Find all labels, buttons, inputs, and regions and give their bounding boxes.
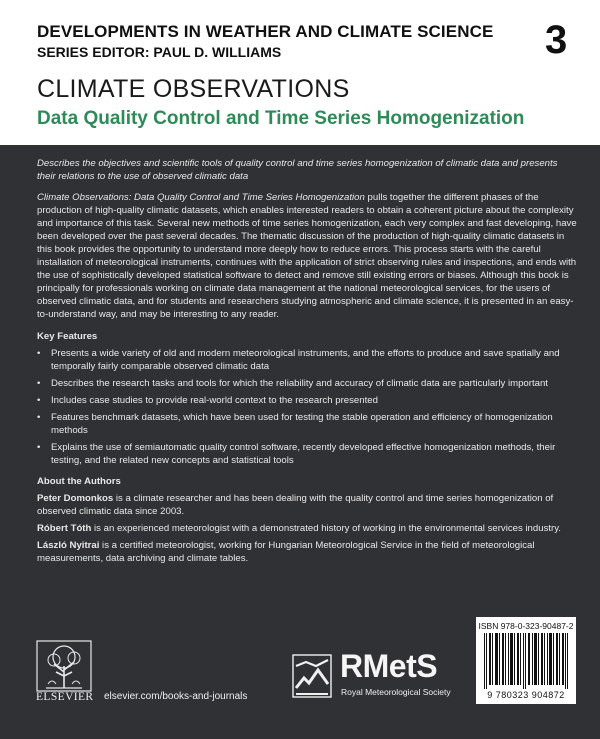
feature-text: Presents a wide variety of old and modern meteorological instruments, and the efforts to produce and save spatially and temporally fairly comparable observed climatic data	[51, 348, 560, 372]
feature-text: Explains the use of semiautomatic quality control software, recently developed effective homogenization methods, their testing, and the related new concepts and statistical tools	[51, 442, 556, 466]
bullet: •	[37, 378, 41, 389]
author-name: Peter Domonkos	[37, 493, 114, 504]
feature-text: Includes case studies to provide real-world context to the research presented	[51, 395, 378, 406]
series-editor: SERIES EDITOR: PAUL D. WILLIAMS	[37, 44, 282, 60]
description-paragraph	[37, 191, 577, 321]
key-features-list	[37, 347, 577, 467]
society-full-name: Royal Meteorological Society	[341, 687, 451, 697]
feature-text: Describes the research tasks and tools for which the reliability and accuracy of climatic data are particularly important	[51, 378, 548, 389]
volume-number: 3	[545, 18, 568, 62]
list-item	[37, 347, 577, 373]
author-bio: is a certified meteorologist, working for Hungarian Meteorological Service in the field of meteorological measurements, data archiving and climate tables.	[37, 540, 535, 564]
publisher-name: ELSEVIER	[36, 691, 94, 703]
barcode-icon	[482, 633, 570, 689]
bullet: •	[37, 442, 41, 453]
publisher-url: elsevier.com/books-and-journals	[104, 691, 248, 702]
author-name: László Nyitrai	[37, 540, 100, 551]
list-item	[37, 441, 577, 467]
book-subtitle: Data Quality Control and Time Series Homogenization	[37, 108, 525, 129]
about-authors-heading: About the Authors	[37, 476, 121, 487]
list-item	[37, 411, 577, 437]
rmets-cloud-logo-icon	[292, 654, 332, 698]
description-text: pulls together the different phases of the production of high-quality climatic datasets, which enables interested readers to obtain a coherent picture about the complexity and importance of this task. Several new methods of time series homogenization, each very complex and fast developing, have been developed over the past several decades. The thematic discussion of the production of high-quality climatic datasets in this book provides the opportunity to understand more deeply how to reduce errors. This process starts with the careful installation of meteorological instruments, continues with the application of strict observing rules and inspections, and ends with the use of sophistically developed statistical software to detect and remove still existing errors or biases. Although this book is principally for professionals working on climate data management at the national meteorological services, for the users of observed climatic data, and for students and researchers studying atmospheric and climate science, it is presented in an easy-to-understand way, and may be interesting to any reader.	[37, 192, 577, 320]
society-short-name: RMetS	[340, 648, 438, 684]
list-item	[37, 377, 577, 390]
key-features-heading: Key Features	[37, 331, 98, 342]
barcode-digits: 9 780323 904872	[487, 690, 565, 700]
bullet: •	[37, 412, 41, 423]
isbn-number: ISBN 978-0-323-90487-2	[478, 621, 574, 631]
elsevier-tree-logo-icon	[36, 640, 92, 692]
bullet: •	[37, 348, 41, 359]
lead-paragraph: Describes the objectives and scientific tools of quality control and time series homogenization of climatic data and presents their relations to the use of observed climatic data	[37, 158, 558, 182]
cover-header	[0, 0, 600, 145]
author-entry	[37, 522, 577, 535]
bullet: •	[37, 395, 41, 406]
isbn-barcode	[476, 617, 576, 704]
author-bio: is an experienced meteorologist with a demonstrated history of working in the environmental services industry.	[91, 523, 561, 534]
author-name: Róbert Tóth	[37, 523, 92, 534]
back-cover-text	[37, 157, 577, 569]
description-book-title: Climate Observations: Data Quality Control and Time Series Homogenization	[37, 192, 365, 203]
author-entry	[37, 492, 577, 518]
series-title: DEVELOPMENTS IN WEATHER AND CLIMATE SCIENCE	[37, 22, 494, 41]
list-item	[37, 394, 577, 407]
author-entry	[37, 539, 577, 565]
author-bio: is a climate researcher and has been dealing with the quality control and time series homogenization of observed climatic data since 2003.	[37, 493, 554, 517]
book-title: CLIMATE OBSERVATIONS	[37, 75, 350, 103]
feature-text: Features benchmark datasets, which have been used for testing the stable operation and efficiency of homogenization methods	[51, 412, 553, 436]
